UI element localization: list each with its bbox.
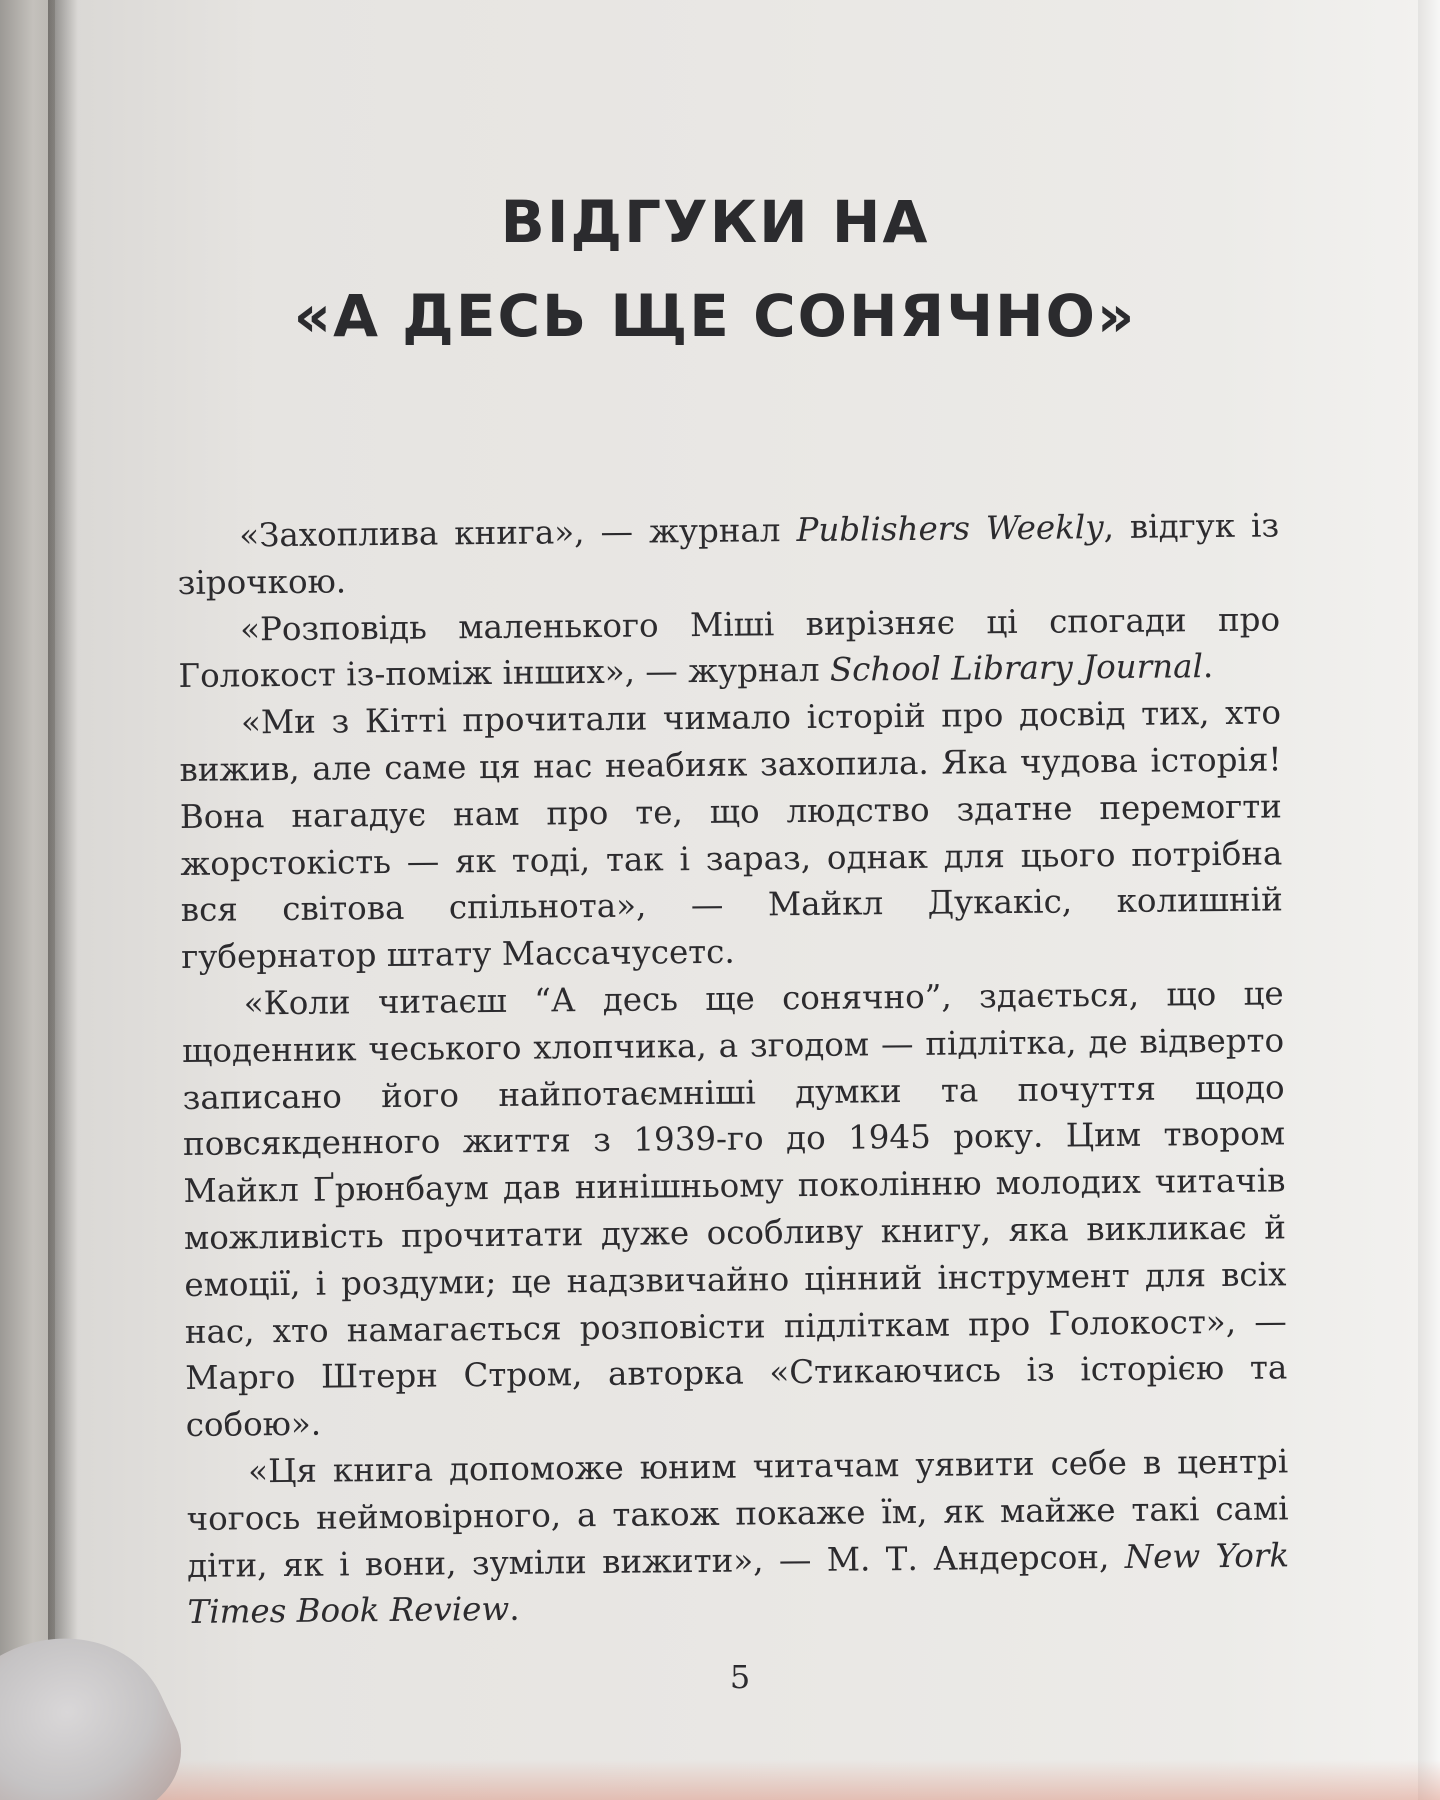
review-2-quote: «Розповідь маленького Міші вирізняє ці спогади про Голокост із-поміж інших», — журнал	[178, 600, 1281, 696]
review-paragraph-2	[178, 596, 1281, 700]
heading-line-1: ВІДГУКИ НА	[500, 188, 930, 256]
right-page-edge	[1418, 0, 1440, 1800]
reviews-text	[177, 502, 1290, 1636]
review-2-source: School Library Journal	[829, 647, 1204, 690]
left-page-edge	[0, 0, 55, 1800]
page-number: 5	[729, 1658, 751, 1696]
review-paragraph-5	[186, 1438, 1290, 1636]
review-paragraph-1	[177, 502, 1280, 606]
review-1-quote: «Захоплива книга», — журнал	[239, 511, 797, 555]
review-paragraph-4: «Коли читаєш “А десь ще сонячно”, здається, що це щоденник чеського хлопчика, а згодом — підлітка, де відверто записано його найпотаємніші думки та почуття щодо повсякденного життя з 1939-го до 1945 року. Цим твором Майкл Ґрюнбаум дав нинішньому поколінню молодих читачів можливість прочитати дуже особливу книгу, яка викликає й емоції, і роздуми; це надзвичайно цінний інструмент для всіх нас, хто намагається розповісти підліткам про Голокост», — Марго Штерн Стром, авторка «Стикаючись із історією та собою».	[181, 974, 1288, 1445]
gutter-shadow	[48, 0, 78, 1800]
review-1-source: Publishers Weekly	[796, 508, 1104, 550]
review-2-tail: .	[1202, 647, 1214, 686]
review-5-tail: .	[509, 1590, 520, 1629]
bottom-shadow	[55, 1760, 1440, 1800]
review-5-source: New York Times Book Review	[187, 1535, 1290, 1632]
review-paragraph-3: «Ми з Кітті прочитали чимало історій про досвід тих, хто вижив, але саме ця нас неабияк захопила. Яка чудова історія! Вона нагадує нам про те, що людство здатне перемогти жорстокість — як тоді, так і зараз, однак для цього потрібна вся світова спільнота», — Майкл Дукакіс, колишній губернатор штату Массачусетс.	[179, 693, 1283, 977]
heading-line-2: «А ДЕСЬ ЩЕ СОНЯЧНО»	[293, 282, 1137, 350]
review-1-tail: , відгук із зірочкою.	[177, 506, 1280, 602]
review-5-quote: «Ця книга допоможе юним читачам уявити себе в центрі чогось неймовірного, а також покаже їм, як майже такі самі діти, як і вони, зуміли вижити», — М. Т. Андерсон,	[186, 1442, 1289, 1585]
